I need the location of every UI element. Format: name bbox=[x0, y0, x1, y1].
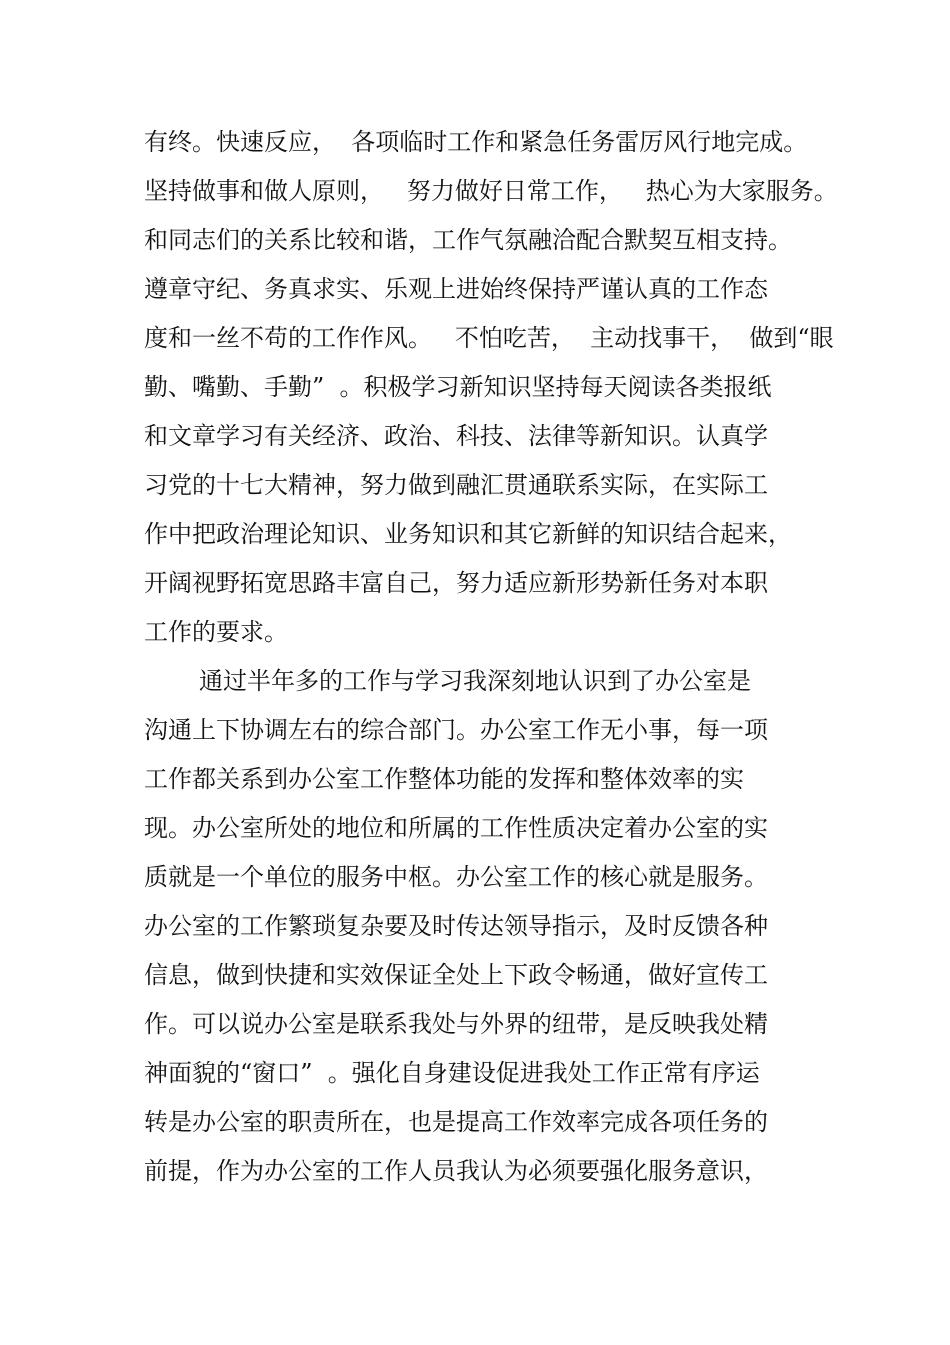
text-line-16: 质就是一个单位的服务中枢。办公室工作的核心就是服务。 bbox=[144, 863, 768, 891]
text-line-15: 现。办公室所处的地位和所属的工作性质决定着办公室的实 bbox=[144, 814, 768, 842]
text-line-6: 勤、嘴勤、手勤” 。积极学习新知识坚持每天阅读各类报纸 bbox=[144, 373, 772, 401]
text-line-18: 信息，做到快捷和实效保证全处上下政令畅通，做好宣传工 bbox=[144, 961, 768, 989]
text-line-9: 作中把政治理论知识、业务知识和其它新鲜的知识结合起来， bbox=[144, 520, 792, 548]
text-line-21: 转是办公室的职责所在，也是提高工作效率完成各项任务的 bbox=[144, 1108, 768, 1136]
text-line-5: 度和一丝不苟的工作作风。 不怕吃苦， 主动找事干， 做到“眼 bbox=[144, 324, 834, 352]
text-line-3: 和同志们的关系比较和谐，工作气氛融洽配合默契互相支持。 bbox=[144, 226, 792, 254]
text-line-2: 坚持做事和做人原则， 努力做好日常工作， 热心为大家服务。 bbox=[144, 177, 838, 205]
paragraph-start-line: 通过半年多的工作与学习我深刻地认识到了办公室是 bbox=[199, 667, 751, 695]
text-line-8: 习党的十七大精神，努力做到融汇贯通联系实际，在实际工 bbox=[144, 471, 768, 499]
text-line-22: 前提，作为办公室的工作人员我认为必须要强化服务意识， bbox=[144, 1157, 768, 1185]
body-text bbox=[144, 122, 844, 1200]
text-line-13: 沟通上下协调左右的综合部门。办公室工作无小事，每一项 bbox=[144, 716, 768, 744]
text-line-19: 作。可以说办公室是联系我处与外界的纽带，是反映我处精 bbox=[144, 1010, 768, 1038]
text-line-4: 遵章守纪、务真求实、乐观上进始终保持严谨认真的工作态 bbox=[144, 275, 768, 303]
text-line-20: 神面貌的“窗口” 。强化自身建设促进我处工作正常有序运 bbox=[144, 1059, 760, 1087]
text-line-7: 和文章学习有关经济、政治、科技、法律等新知识。认真学 bbox=[144, 422, 768, 450]
text-line-17: 办公室的工作繁琐复杂要及时传达领导指示，及时反馈各种 bbox=[144, 912, 768, 940]
text-line-14: 工作都关系到办公室工作整体功能的发挥和整体效率的实 bbox=[144, 765, 744, 793]
text-line-11: 工作的要求。 bbox=[144, 618, 288, 646]
text-line-1: 有终。快速反应， 各项临时工作和紧急任务雷厉风行地完成。 bbox=[144, 128, 808, 156]
text-line-10: 开阔视野拓宽思路丰富自己，努力适应新形势新任务对本职 bbox=[144, 569, 768, 597]
